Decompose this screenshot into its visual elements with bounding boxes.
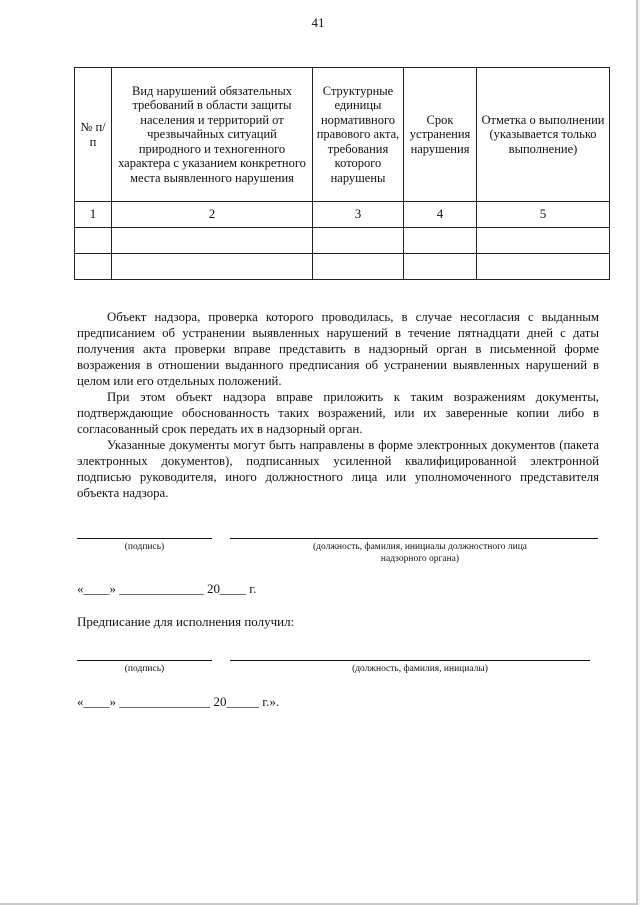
date-line: «____» _____________ 20____ г. <box>77 581 257 596</box>
table-cell: 4 <box>404 202 477 228</box>
page-number: 41 <box>311 15 325 30</box>
table-cell <box>75 254 112 280</box>
table-header-cell: Вид нарушений обязательных требований в области защиты населения и территорий от чрезвычайных ситуаций природного и техногенного характера с указанием конкретного места выявленного нарушения <box>112 68 313 202</box>
table-cell <box>404 228 477 254</box>
table-header-row <box>75 68 610 202</box>
table-cell <box>404 254 477 280</box>
table-cell <box>112 254 313 280</box>
position-line <box>230 538 598 539</box>
table-row <box>75 254 610 280</box>
received-label: Предписание для исполнения получил: <box>77 614 295 629</box>
table-cell <box>313 254 404 280</box>
body-text <box>77 309 599 501</box>
table-cell <box>112 228 313 254</box>
table-cell <box>477 228 610 254</box>
paragraph: Указанные документы могут быть направлены в форме электронных документов (пакета электронных документов), подписанных усиленной квалифицированной электронной подписью руководителя, иного должностного лица или уполномоченного представителя объекта надзора. <box>77 438 599 500</box>
table-header-cell: № п/п <box>75 68 112 202</box>
signature-line <box>77 538 212 539</box>
table-column-number-row <box>75 202 610 228</box>
table-cell: 3 <box>313 202 404 228</box>
signature-caption: (подпись) <box>124 664 165 674</box>
table-cell: 2 <box>112 202 313 228</box>
paragraph: При этом объект надзора вправе приложить к таким возражениям документы, подтверждающие обоснованность таких возражений, или их заверенные копии либо в согласованный срок передать их в надзорный орган. <box>77 390 599 436</box>
table-header-cell: Срок устранения нарушения <box>404 68 477 202</box>
table-header-cell: Структурные единицы нормативного правового акта, требования которого нарушены <box>313 68 404 202</box>
table-cell <box>313 228 404 254</box>
signature-caption: (подпись) <box>124 542 165 552</box>
table-cell <box>75 228 112 254</box>
table-cell: 5 <box>477 202 610 228</box>
position-line <box>230 660 590 661</box>
table-row <box>75 228 610 254</box>
signature-line <box>77 660 212 661</box>
table-header-cell: Отметка о выполнении (указывается только выполнение) <box>477 68 610 202</box>
paragraph: Объект надзора, проверка которого проводилась, в случае несогласия с выданным предписанием об устранении выявленных нарушений в течение пятнадцати дней с даты получения акта проверки вправе представить в надзорный орган в письменной форме возражения в отношении выданного предписания об устранении выявленных нарушений в целом или его отдельных положений. <box>77 310 599 388</box>
table-cell <box>477 254 610 280</box>
date-line: «____» ______________ 20_____ г.». <box>77 694 280 709</box>
violations-table <box>74 67 610 280</box>
position-caption: (должность, фамилия, инициалы) <box>352 664 488 674</box>
position-caption: (должность, фамилия, инициалы должностного лица надзорного органа) <box>312 542 528 564</box>
table-cell: 1 <box>75 202 112 228</box>
